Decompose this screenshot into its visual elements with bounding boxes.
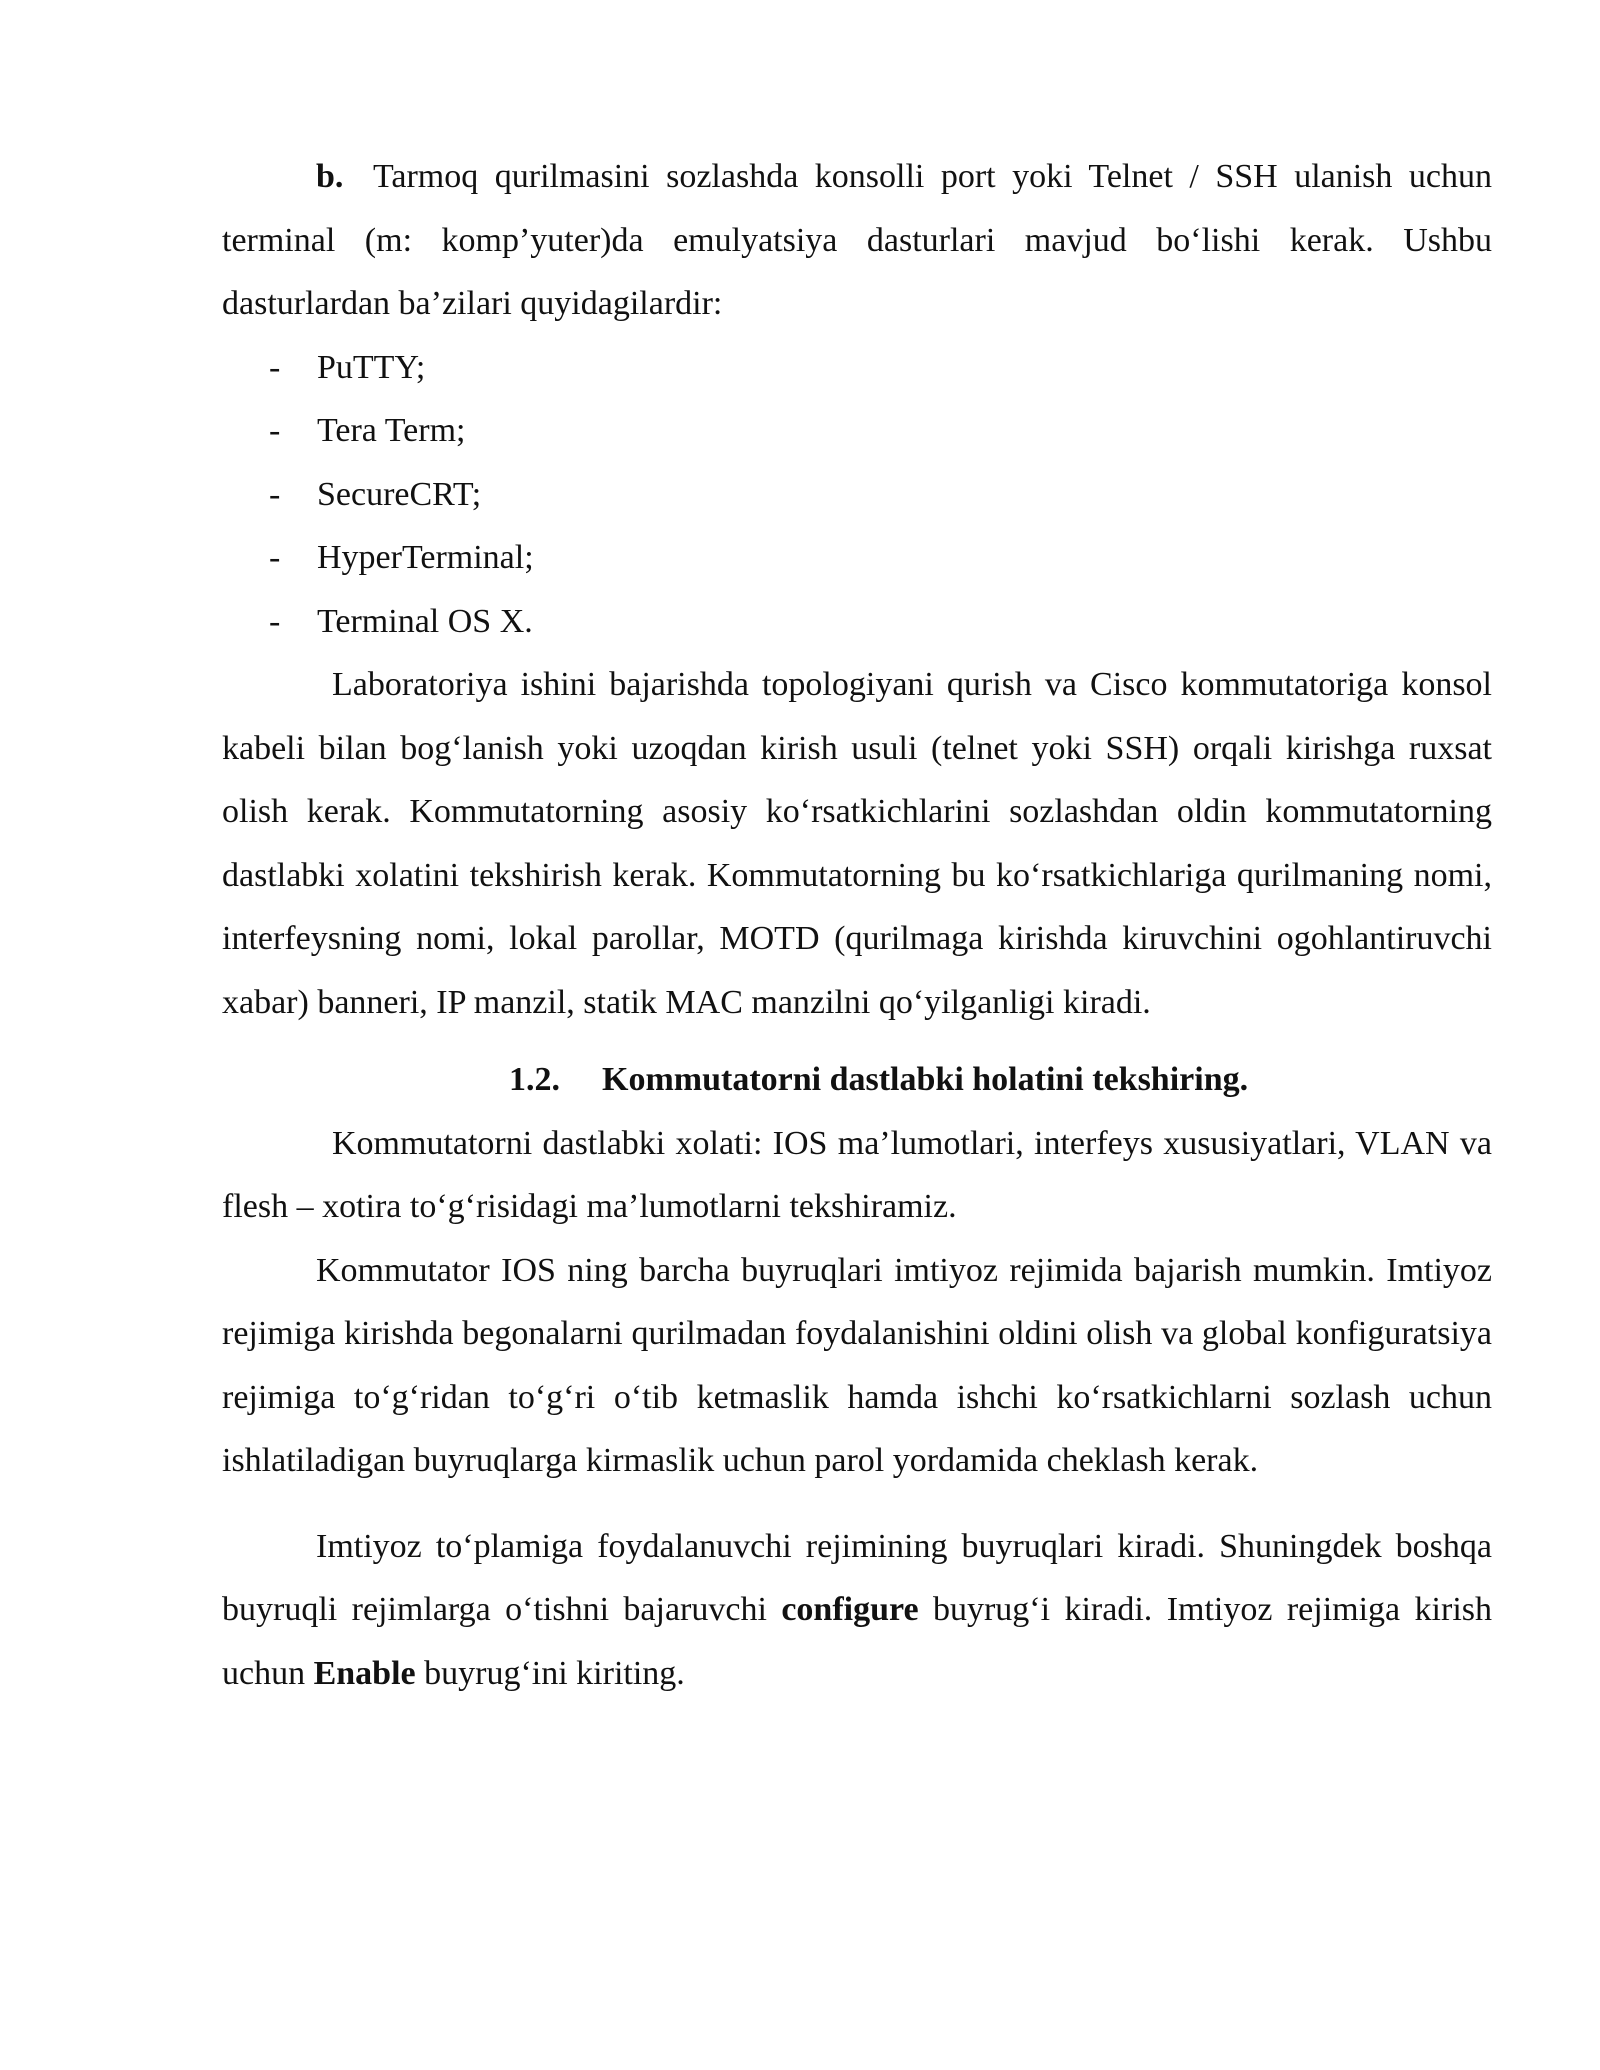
list-item-label: Terminal OS X. bbox=[317, 602, 533, 640]
dash-bullet: - bbox=[269, 539, 281, 576]
paragraph-section-b bbox=[222, 145, 1492, 336]
emulation-programs-list bbox=[222, 336, 1492, 654]
configure-command: configure bbox=[781, 1591, 919, 1628]
list-item-label: SecureCRT; bbox=[317, 475, 482, 513]
dash-bullet: - bbox=[269, 348, 281, 386]
section-number: 1.2. bbox=[509, 1061, 560, 1098]
paragraph-initial-state: Kommutatorni dastlabki xolati: IOS ma’lumotlari, interfeys xususiyatlari, VLAN va flesh – xotira to‘g‘risidagi ma’lumotlarni tekshiramiz. bbox=[222, 1124, 1492, 1225]
list-item bbox=[222, 463, 1492, 527]
enable-command: Enable bbox=[313, 1654, 416, 1692]
list-item bbox=[222, 399, 1492, 463]
commands-text-3: buyrug‘ini kiriting. bbox=[415, 1654, 685, 1692]
dash-bullet: - bbox=[269, 602, 281, 640]
section-title: Kommutatorni dastlabki holatini tekshiring. bbox=[602, 1061, 1249, 1098]
commands-text-1: Imtiyoz to‘plamiga foydalanuvchi rejimining buyruqlari kiradi. Shuningdek boshqa buyruqli rejimlarga o‘tishni bajaruvchi bbox=[222, 1527, 1492, 1628]
list-item-label: PuTTY; bbox=[317, 348, 426, 386]
section-b-label: b. bbox=[316, 158, 344, 195]
commands-text-2: buyrug‘i kiradi. Imtiyoz rejimiga kirish uchun bbox=[222, 1591, 1493, 1692]
list-item-label: Tera Term; bbox=[317, 412, 466, 449]
list-item-label: HyperTerminal; bbox=[317, 539, 534, 576]
list-item bbox=[222, 526, 1492, 590]
dash-bullet: - bbox=[269, 475, 281, 513]
document-page bbox=[222, 145, 1492, 1705]
paragraph-privilege-mode: Kommutator IOS ning barcha buyruqlari imtiyoz rejimida bajarish mumkin. Imtiyoz rejimiga kirishda begonalarni qurilmadan foydalanishini oldini olish va global konfiguratsiya rejimiga to‘g‘ridan to‘g‘ri o‘tib ketmaslik hamda ishchi ko‘rsatkichlarni sozlash uchun ishlatiladigan buyruqlarga kirmaslik uchun parol yordamida cheklash kerak. bbox=[222, 1251, 1492, 1479]
dash-bullet: - bbox=[269, 412, 281, 449]
list-item bbox=[222, 336, 1492, 400]
section-heading bbox=[222, 1048, 1492, 1112]
paragraph-commands bbox=[222, 1515, 1492, 1706]
paragraph-laboratory: Laboratoriya ishini bajarishda topologiyani qurish va Cisco kommutatoriga konsol kabeli bilan bog‘lanish yoki uzoqdan kirish usuli (telnet yoki SSH) orqali kirishga ruxsat olish kerak. Kommutatorning asosiy ko‘rsatkichlarini sozlashdan oldin kommutatorning dastlabki xolatini tekshirish kerak. Kommutatorning bu ko‘rsatkichlariga qurilmaning nomi, interfeysning nomi, lokal parollar, MOTD (qurilmaga kirishda kiruvchini ogohlantiruvchi xabar) banneri, IP manzil, statik MAC manzilni qo‘yilganligi kiradi. bbox=[222, 666, 1492, 1021]
list-item bbox=[222, 590, 1492, 654]
section-b-text: Tarmoq qurilmasini sozlashda konsolli port yoki Telnet / SSH ulanish uchun terminal (m: komp’yuter)da emulyatsiya dasturlari mavjud bo‘lishi kerak. Ushbu dasturlardan ba’zilari quyidagilardir: bbox=[222, 158, 1492, 322]
